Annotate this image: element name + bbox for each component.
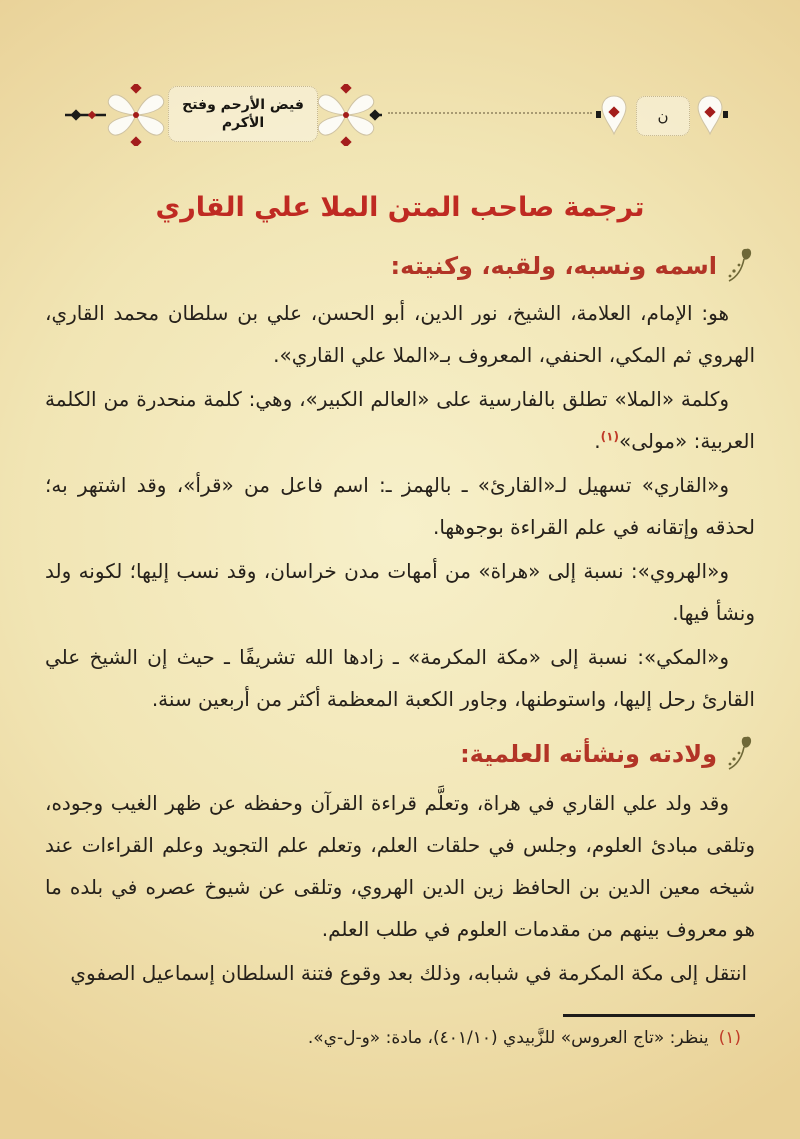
page-body bbox=[45, 186, 755, 996]
paragraph-text: وكلمة «الملا» تطلق بالفارسية على «العالم الكبير»، وهي: كلمة منحدرة من الكلمة العربية: «مولى» bbox=[45, 387, 755, 453]
page-marker-cartouche bbox=[636, 96, 690, 136]
section-heading-row bbox=[45, 246, 755, 286]
footnote-text: ينظر: «تاج العروس» للزَّبيدي (٤٠١/١٠)، مادة: «و-ل-ي». bbox=[307, 1028, 709, 1048]
paragraph: وقد ولد علي القاري في هراة، وتعلَّم قراءة القرآن وحفظه عن ظهر الغيب وجوده، وتلقى مبادئ العلوم، وجلس في حلقات العلم، وتعلم علم التجويد وعلم القراءات عند شيخه معين الدين بن الحافظ زين الدين الهروي، وتلقى عن شيوخ عصره في بلده ما هو معروف بينهم من مقدمات العلوم في طلب العلم. bbox=[45, 791, 755, 941]
floral-ornament-icon bbox=[104, 84, 168, 146]
paragraph: و«القاري» تسهيل لـ«القارئ» ـ بالهمز ـ: اسم فاعل من «قرأ»، وقد اشتهر به؛ لحذقه وإتقانه في علم القراءة بوجوهها. bbox=[45, 473, 755, 539]
paragraph: هو: الإمام، العلامة، الشيخ، نور الدين، أبو الحسن، علي بن سلطان محمد القاري، الهروي ثم المكي، الحنفي، المعروف بـ«الملا علي القاري». bbox=[45, 301, 755, 367]
crown-ornament-icon bbox=[692, 92, 728, 138]
footnote-area bbox=[45, 1014, 755, 1052]
paragraph: انتقل إلى مكة المكرمة في شبابه، وذلك بعد وقوع فتنة السلطان إسماعيل الصفوي bbox=[70, 961, 747, 985]
footnote bbox=[45, 1025, 755, 1052]
section-heading-row bbox=[45, 734, 755, 774]
paragraph: و«الهروي»: نسبة إلى «هراة» من أمهات مدن خراسان، وقد نسب إليها؛ لكونه ولد ونشأ فيها. bbox=[45, 559, 755, 625]
floral-ornament-icon bbox=[318, 84, 382, 146]
header-dotted-rule bbox=[388, 112, 592, 114]
section-heading: ولادته ونشأته العلمية: bbox=[460, 740, 717, 768]
footnote-number: (١) bbox=[718, 1028, 741, 1048]
crown-ornament-icon bbox=[596, 92, 632, 138]
footnote-reference: (١) bbox=[600, 429, 619, 444]
flower-sprig-icon bbox=[725, 247, 755, 285]
page-marker: ن bbox=[657, 107, 669, 125]
arrow-rule-left-icon bbox=[64, 86, 106, 144]
book-title-calligraphy: فيض الأرحم وفتح الأكرم bbox=[182, 96, 304, 131]
book-title-cartouche bbox=[168, 86, 318, 142]
footnote-rule bbox=[563, 1014, 755, 1017]
paragraph bbox=[45, 378, 755, 462]
flower-sprig-icon bbox=[725, 735, 755, 773]
paragraph: و«المكي»: نسبة إلى «مكة المكرمة» ـ زادها الله تشريفًا ـ حيث إن الشيخ علي القارئ رحل إليها، واستوطنها، وجاور الكعبة المعظمة أكثر من أربعين سنة. bbox=[45, 645, 755, 711]
section-heading: اسمه ونسبه، ولقبه، وكنيته: bbox=[390, 252, 717, 280]
page-title: ترجمة صاحب المتن الملا علي القاري bbox=[155, 192, 645, 223]
paragraph-text: . bbox=[594, 429, 601, 453]
page-header bbox=[0, 0, 800, 165]
